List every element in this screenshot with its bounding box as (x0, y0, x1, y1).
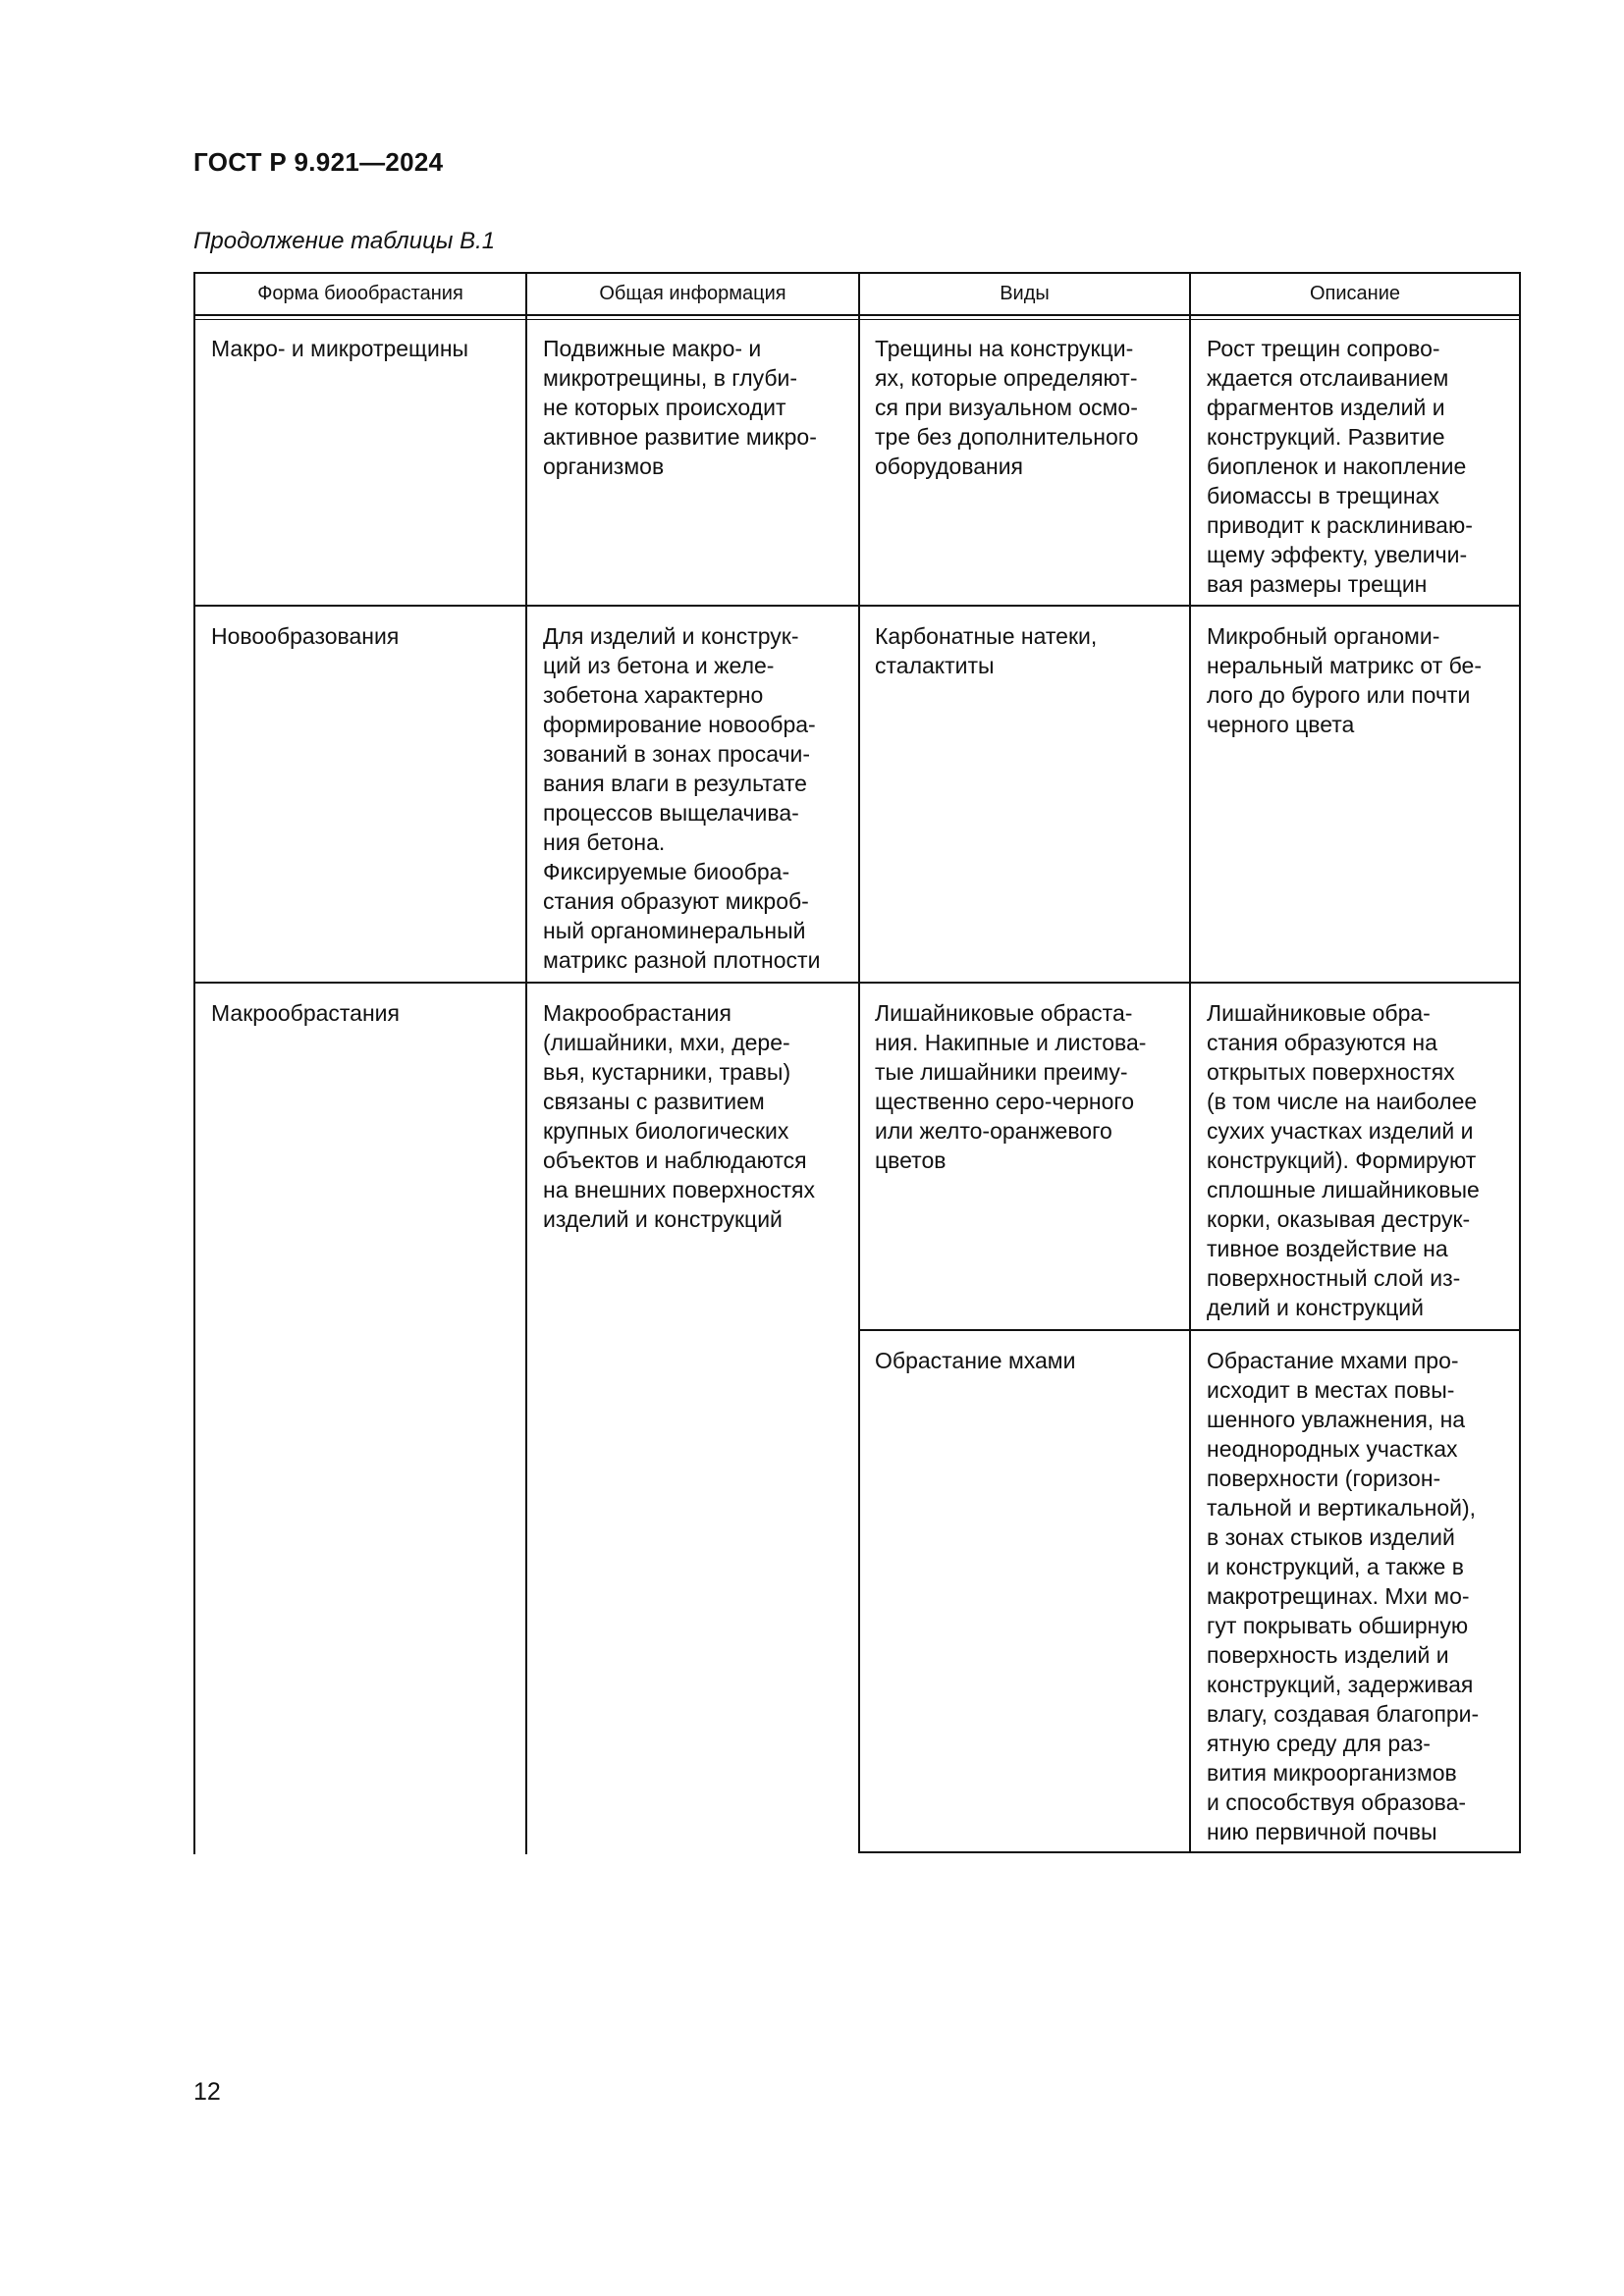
row-2-general: Для изделий и конструк- ций из бетона и желе- зобетона характерно формирование новообра- зований в зонах просачи- вания влаги в результате процессов выщелачива- ния бетона. Фиксируемые биообра- стания образуют микроб- ный органоминеральный матрикс разной плотности (543, 623, 821, 973)
row-3-subrow-border (858, 1329, 1519, 1331)
header-bottom-border-double (193, 319, 1519, 320)
page-number: 12 (193, 2078, 221, 2106)
column-header-description: Описание (1309, 283, 1401, 304)
column-divider-2 (858, 272, 860, 1853)
header-bottom-border (193, 314, 1519, 316)
table-left-border (193, 272, 195, 1854)
column-header-form: Форма биообрастания (257, 283, 463, 304)
row-3-general: Макрообрастания (лишайники, мхи, дере- вья, кустарники, травы) связаны с развитием крупных биологических объектов и наблюдаются на внешних поверхностях изделий и конструкций (543, 1000, 815, 1232)
row-1-bottom-border (193, 605, 1519, 607)
column-header-types: Виды (1000, 283, 1050, 304)
row-1-type-description: Рост трещин сопрово- ждается отслаиванием фрагментов изделий и конструкций. Развитие биопленок и накопление биомассы в трещинах приводит к расклиниваю- щему эффекту, увеличи- вая размеры трещин (1207, 336, 1473, 597)
standard-code-header: ГОСТ Р 9.921—2024 (193, 147, 444, 177)
column-divider-3 (1189, 272, 1191, 1853)
row-2-type-name: Карбонатные натеки, сталактиты (875, 623, 1098, 678)
table-right-border (1519, 272, 1521, 1853)
row-3-type-2-name: Обрастание мхами (875, 1348, 1076, 1373)
row-2-bottom-border (193, 982, 1519, 984)
table-caption: Продолжение таблицы В.1 (193, 228, 496, 254)
row-3-type-2-description: Обрастание мхами про- исходит в местах повы- шенного увлажнения, на неоднородных участках поверхности (горизон- тальной и вертикальной), в зонах стыков изделий и конструкций, а также в макротрещинах. Мхи мо- гут покрывать обширную поверхность изделий и конструкций, задерживая влагу, создавая благопри- ятную среду для раз- вития микроорганизмов и способствуя образова- нию первичной почвы (1207, 1348, 1480, 1844)
column-header-general: Общая информация (599, 283, 786, 304)
row-2-type-description: Микробный органоми- неральный матрикс от бе- лого до бурого или почти черного цвета (1207, 623, 1483, 737)
row-3-type-1-name: Лишайниковые обраста- ния. Накипные и листова- тые лишайники преиму- щественно серо-черного или желто-оранжевого цветов (875, 1000, 1147, 1173)
row-1-form: Макро- и микротрещины (211, 336, 469, 361)
row-3-partial-bottom-border (858, 1851, 1519, 1853)
row-3-type-1-description: Лишайниковые обра- стания образуются на открытых поверхностях (в том числе на наиболее сухих участках изделий и конструкций). Формируют сплошные лишайниковые корки, оказывая деструк- тивное воздействие на поверхностный слой из- делий и конструкций (1207, 1000, 1480, 1320)
row-3-form: Макрообрастания (211, 1000, 400, 1026)
column-divider-1 (525, 272, 527, 1854)
table-top-border (193, 272, 1519, 274)
row-1-type-name: Трещины на конструкци- ях, которые определяют- ся при визуальном осмо- тре без дополнительного оборудования (875, 336, 1139, 479)
row-2-form: Новообразования (211, 623, 400, 649)
row-1-general: Подвижные макро- и микротрещины, в глуби- не которых происходит активное развитие микро- организмов (543, 336, 817, 479)
